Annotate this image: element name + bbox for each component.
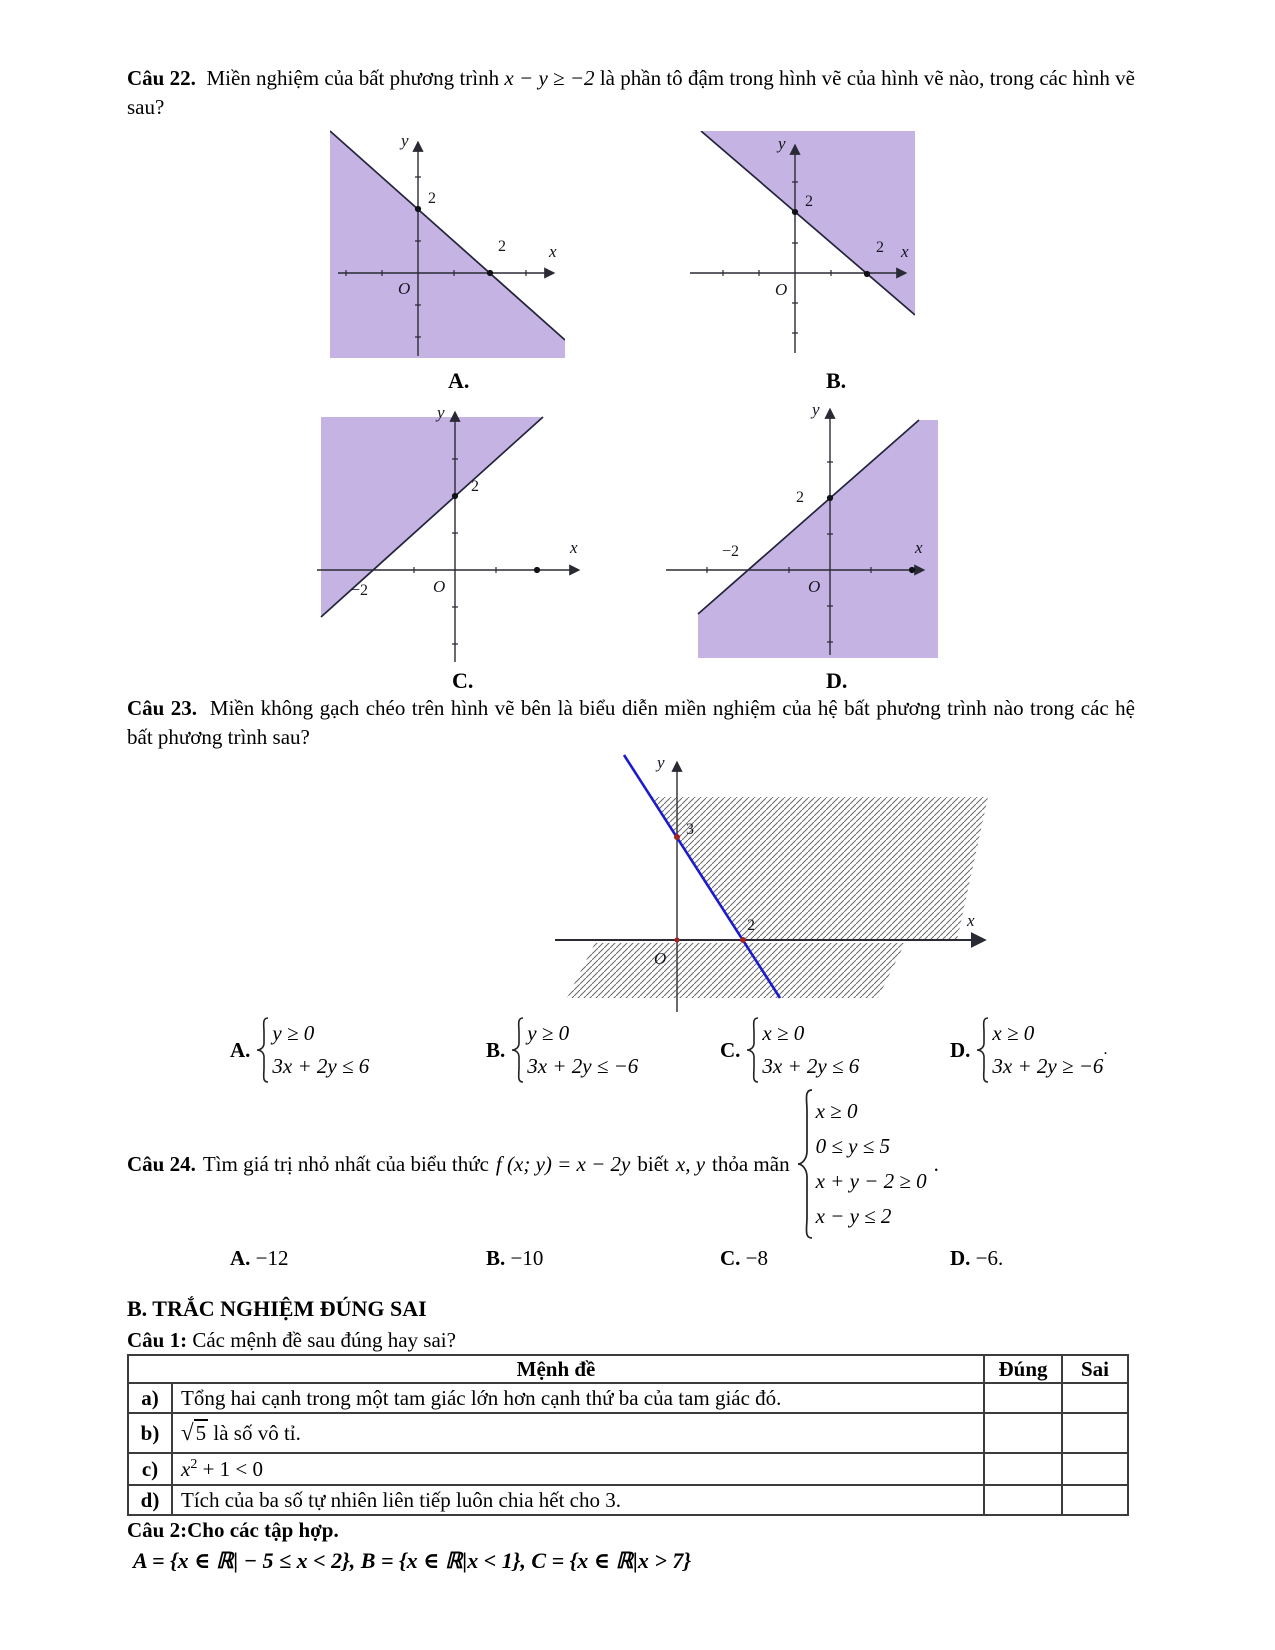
- system-row: 3x + 2y ≤ 6: [272, 1054, 370, 1078]
- x-tick-label: −2: [351, 582, 369, 599]
- q23-option-a: [230, 1012, 369, 1088]
- row-statement: [172, 1413, 984, 1453]
- row-key: a): [128, 1383, 172, 1413]
- false-cell[interactable]: [1062, 1485, 1128, 1515]
- header-statement: Mệnh đề: [128, 1355, 984, 1383]
- option-value: −12: [255, 1246, 289, 1270]
- table-row: [128, 1453, 1128, 1485]
- constraint: 0 ≤ y ≤ 5: [815, 1134, 890, 1158]
- point-y-intercept: [674, 834, 680, 840]
- system-row: x ≥ 0: [992, 1021, 1035, 1045]
- question-24-before: Tìm giá trị nhỏ nhất của biểu thức: [202, 1151, 489, 1176]
- point-y-intercept: [452, 493, 458, 499]
- true-cell[interactable]: [984, 1453, 1062, 1485]
- radical-sign: √: [181, 1420, 194, 1445]
- false-cell[interactable]: [1062, 1453, 1128, 1485]
- point-origin: [674, 937, 679, 942]
- origin-label: O: [433, 577, 446, 596]
- question-24-vars: x, y: [675, 1151, 706, 1176]
- origin-label: O: [808, 577, 821, 596]
- x-tick-label: 2: [747, 917, 755, 934]
- figure-label-c: C.: [452, 668, 474, 693]
- q24-option-b: [486, 1246, 543, 1271]
- graph-q23: [520, 750, 1000, 1018]
- option-letter: C.: [720, 1246, 741, 1270]
- figure-label-a: A.: [448, 368, 470, 393]
- row-statement: Tích của ba số tự nhiên liên tiếp luôn chia hết cho 3.: [172, 1485, 984, 1515]
- true-false-table: [127, 1354, 1129, 1516]
- q2-text: Cho các tập hợp.: [187, 1518, 339, 1542]
- point-x-intercept: [487, 270, 493, 276]
- x-axis-label: x: [967, 911, 975, 930]
- brace-icon: [745, 1017, 759, 1083]
- false-cell[interactable]: [1062, 1383, 1128, 1413]
- brace-icon: [797, 1089, 813, 1239]
- system-row: y ≥ 0: [527, 1021, 570, 1045]
- brace-icon: [975, 1017, 989, 1083]
- option-letter: B.: [486, 1037, 506, 1062]
- statement-text: + 1 < 0: [202, 1456, 264, 1481]
- q1-intro: [127, 1326, 1135, 1355]
- option-letter: B.: [486, 1246, 506, 1270]
- constraint: x ≥ 0: [815, 1099, 858, 1123]
- x-tick-label: −2: [722, 543, 740, 560]
- statement-text: là số vô tỉ.: [213, 1421, 301, 1445]
- origin-label: O: [398, 279, 411, 298]
- point-y-intercept: [792, 209, 798, 215]
- constraint: x + y − 2 ≥ 0: [815, 1169, 927, 1193]
- y-axis-label: y: [401, 131, 409, 150]
- shaded-region: [330, 131, 565, 358]
- false-cell[interactable]: [1062, 1413, 1128, 1453]
- option-value: −10: [510, 1246, 544, 1270]
- point-y-intercept: [827, 495, 833, 501]
- radicand: 5: [195, 1421, 207, 1445]
- x-tick-label: 2: [876, 239, 884, 256]
- y-axis-label: y: [812, 400, 820, 419]
- graph-option-b: [680, 131, 915, 356]
- y-axis-label: y: [437, 403, 445, 422]
- brace-icon: [510, 1017, 524, 1083]
- q2-intro: [127, 1516, 1135, 1545]
- y-tick-label: 2: [796, 489, 804, 506]
- row-key: c): [128, 1453, 172, 1485]
- table-row: [128, 1383, 1128, 1413]
- graph-option-d: [658, 395, 938, 658]
- system-row: 3x + 2y ≥ −6: [992, 1054, 1104, 1078]
- system-row: x ≥ 0: [762, 1021, 805, 1045]
- question-22-inequality: x − y ≥ −2: [504, 66, 595, 90]
- hatched-region-upper: [651, 797, 988, 940]
- option-letter: D.: [950, 1037, 971, 1062]
- question-24-text: [127, 1086, 1157, 1242]
- x-tick-label: 2: [498, 238, 506, 255]
- q1-label: Câu 1:: [127, 1328, 188, 1352]
- row-key: b): [128, 1413, 172, 1453]
- true-cell[interactable]: [984, 1383, 1062, 1413]
- x-axis-label: x: [915, 538, 923, 557]
- math-var: x: [181, 1456, 191, 1481]
- question-24-after: thỏa mãn: [712, 1151, 790, 1176]
- header-false: Sai: [1062, 1355, 1128, 1383]
- y-axis-label: y: [778, 134, 786, 153]
- system-row: y ≥ 0: [272, 1021, 315, 1045]
- figure-label-b: B.: [826, 368, 847, 393]
- math-exponent: 2: [190, 1456, 198, 1472]
- option-value: −8: [745, 1246, 769, 1270]
- graph-option-a: [330, 128, 565, 358]
- x-axis-label: x: [570, 538, 578, 557]
- origin-label: O: [775, 280, 788, 299]
- point-y-intercept: [415, 206, 421, 212]
- system-row: 3x + 2y ≤ 6: [762, 1054, 860, 1078]
- set-definitions: A = {x ∈ ℝ| − 5 ≤ x < 2}, B = {x ∈ ℝ|x < 1}, C = {x ∈ ℝ|x > 7}: [133, 1548, 692, 1573]
- table-header-row: [128, 1355, 1128, 1383]
- question-23-text: [127, 694, 1135, 752]
- shaded-region: [698, 420, 938, 658]
- table-row: [128, 1413, 1128, 1453]
- y-tick-label: 2: [805, 193, 813, 210]
- row-statement: [172, 1453, 984, 1485]
- point-x-intercept: [864, 271, 870, 277]
- option-letter: A.: [230, 1037, 251, 1062]
- q2-label: Câu 2:: [127, 1518, 188, 1542]
- y-axis-label: y: [657, 753, 665, 772]
- x-axis-label: x: [901, 242, 909, 261]
- inequality-system: [272, 1017, 369, 1083]
- table-row: [128, 1485, 1128, 1515]
- question-22-label: Câu 22.: [127, 66, 196, 90]
- point-on-x-axis: [534, 567, 540, 573]
- figure-label-d: D.: [826, 668, 848, 693]
- x-axis-label: x: [549, 242, 557, 261]
- question-23-body: Miền không gạch chéo trên hình vẽ bên là biểu diễn miền nghiệm của hệ bất phương trình nào trong các hệ bất phương trình sau?: [127, 696, 1135, 749]
- q24-option-a: [230, 1246, 289, 1271]
- true-cell[interactable]: [984, 1413, 1062, 1453]
- system-row: 3x + 2y ≤ −6: [527, 1054, 639, 1078]
- hatched-region-lower: [567, 943, 905, 998]
- q23-option-c: [720, 1012, 859, 1088]
- question-24-label: Câu 24.: [127, 1151, 196, 1176]
- question-24-suffix: .: [933, 1151, 939, 1176]
- row-key: d): [128, 1485, 172, 1515]
- header-true: Đúng: [984, 1355, 1062, 1383]
- inequality-system: [527, 1017, 638, 1083]
- inequality-system: [762, 1017, 859, 1083]
- point-x-intercept: [740, 937, 746, 943]
- constraint: x − y ≤ 2: [815, 1204, 892, 1228]
- constraint-system: [797, 1089, 927, 1239]
- q24-option-c: [720, 1246, 768, 1271]
- q1-text: Các mệnh đề sau đúng hay sai?: [192, 1328, 456, 1352]
- option-suffix: .: [1103, 1041, 1108, 1058]
- true-cell[interactable]: [984, 1485, 1062, 1515]
- constraint-rows: [816, 1094, 927, 1234]
- y-tick-label: 2: [471, 478, 479, 495]
- graph-option-c: [305, 398, 590, 666]
- brace-icon: [255, 1017, 269, 1083]
- question-24-mid: biết: [637, 1151, 669, 1176]
- question-22-after: là phần tô đậm trong hình vẽ của hình vẽ nào, trong các hình vẽ sau?: [127, 66, 1135, 119]
- point-on-x-axis: [909, 567, 915, 573]
- row-statement: Tổng hai cạnh trong một tam giác lớn hơn cạnh thứ ba của tam giác đó.: [172, 1383, 984, 1413]
- question-24-expression: f (x; y) = x − 2y: [495, 1151, 631, 1176]
- q24-option-d: [950, 1246, 1003, 1271]
- question-23-label: Câu 23.: [127, 696, 198, 720]
- y-tick-label: 3: [686, 821, 694, 838]
- option-value: −6.: [975, 1246, 1004, 1270]
- q23-option-d: [950, 1012, 1107, 1088]
- option-letter: D.: [950, 1246, 971, 1270]
- q23-option-b: [486, 1012, 638, 1088]
- y-tick-label: 2: [428, 190, 436, 207]
- inequality-system: [992, 1017, 1103, 1083]
- question-22-text: [127, 64, 1135, 122]
- option-letter: A.: [230, 1246, 251, 1270]
- origin-label: O: [654, 949, 667, 968]
- option-letter: C.: [720, 1037, 741, 1062]
- section-b-title: B. TRẮC NGHIỆM ĐÚNG SAI: [127, 1296, 427, 1321]
- question-22-before: Miền nghiệm của bất phương trình: [206, 66, 500, 90]
